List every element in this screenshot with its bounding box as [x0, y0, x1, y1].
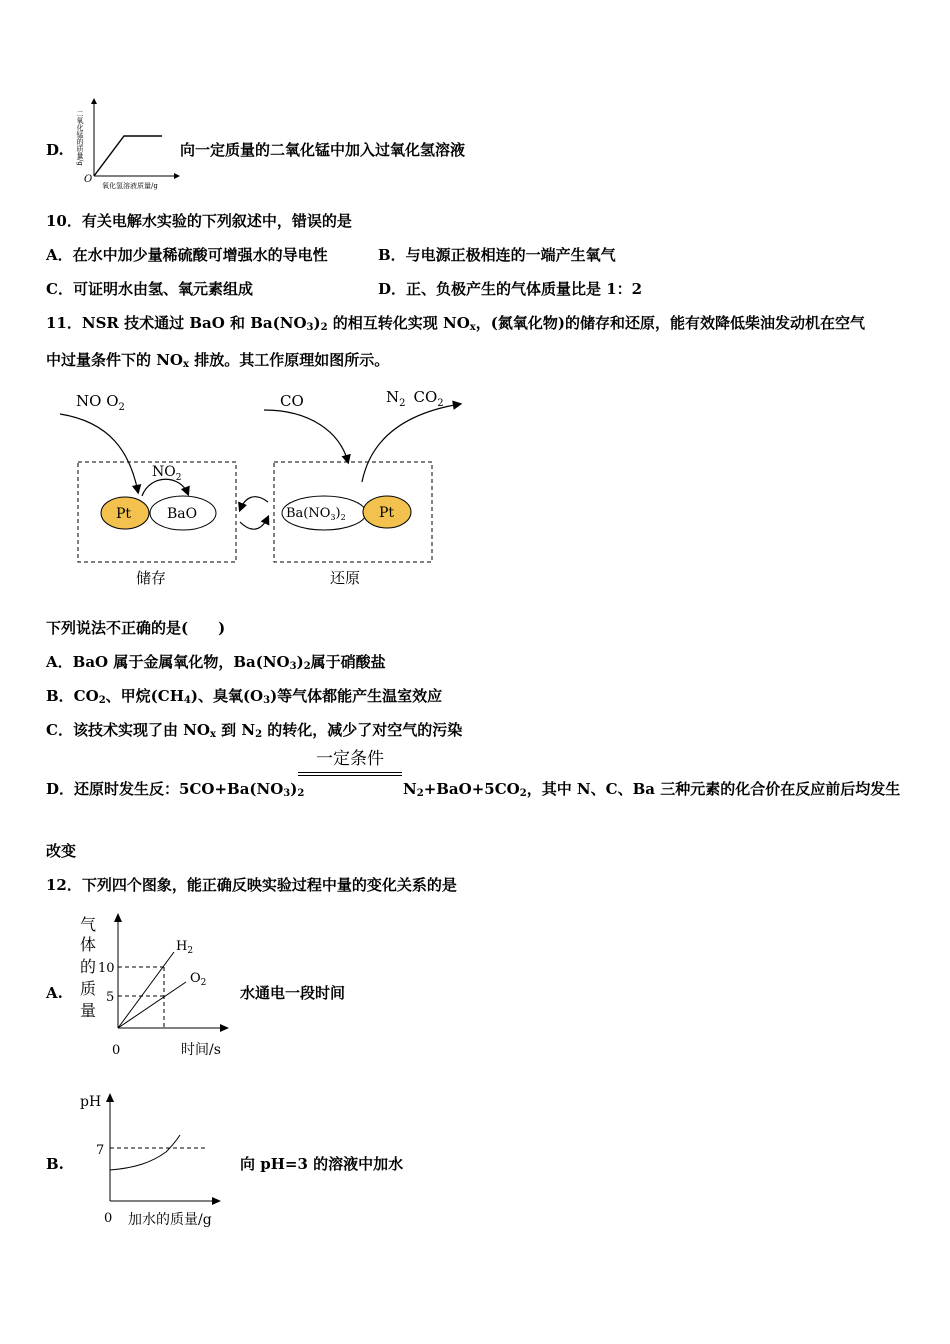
ph-curve: [110, 1135, 180, 1170]
q9-graph-xlabel: 氧化氢溶液质量/g: [102, 182, 158, 190]
ba-nitrate-label: $Ba(NO_3)_2$: [286, 506, 346, 522]
graph-b-tick-7: 7: [96, 1143, 105, 1158]
q11-stem-line1: 11．NSR 技术通过 BaO 和 $Ba(NO_3)_2$ 的相互转化实现 $NO_x$，(氮氧化物)的储存和还原，能有效降低柴油发动机在空气: [46, 314, 865, 333]
graph-b-xlabel: 加水的质量/g: [128, 1212, 212, 1228]
q11-stem-line2: 中过量条件下的 $NO_x$ 排放。其工作原理如图所示。: [46, 351, 390, 370]
q11-option-d-cont: 改变: [46, 842, 77, 860]
q9-option-d-label: D.: [46, 141, 64, 159]
cycle-arrow-top: [240, 497, 268, 510]
svg-text:气: 气: [80, 915, 97, 934]
h2-label: $H_2$: [176, 939, 194, 956]
q12-option-a-text: 水通电一段时间: [240, 984, 346, 1002]
q10-stem: 10．有关电解水实验的下列叙述中，错误的是: [46, 212, 352, 230]
graph-a-tick-10: 10: [98, 961, 115, 976]
bao-label: BaO: [167, 506, 198, 522]
q11-option-b: B．$CO_2$、甲烷$(CH_4)$、臭氧$(O_3)$等气体都能产生温室效应: [46, 687, 443, 706]
q12-option-b-graph: [76, 1086, 236, 1232]
q9-option-d-graph: [72, 96, 182, 192]
q12-stem: 12．下列四个图象，能正确反映实验过程中量的变化关系的是: [46, 876, 457, 894]
q10-option-b: B．与电源正极相连的一端产生氧气: [378, 246, 616, 264]
diagram-output-n2-co2: $N_2$ $CO_2$: [386, 388, 444, 409]
graph-a-origin: 0: [112, 1043, 121, 1058]
store-label: 储存: [136, 569, 167, 587]
graph-a-tick-5: 5: [106, 990, 115, 1005]
q11-option-d-left: D．还原时发生反：$5CO+Ba(NO_3)_2$: [46, 780, 305, 799]
q10-option-a: A．在水中加少量稀硫酸可增强水的导电性: [46, 246, 328, 264]
h2-line: [118, 952, 174, 1028]
q10-option-d: D．正、负极产生的气体质量比是 1：2: [378, 280, 643, 298]
arrow-inputs-to-pt: [60, 414, 138, 492]
diagram-input-no-o2: NO $O_2$: [76, 392, 125, 413]
q11-nsr-diagram: [50, 382, 480, 594]
graph-b-ylabel: pH: [80, 1094, 102, 1110]
q12-option-b-text: 向 pH=3 的溶液中加水: [240, 1155, 404, 1173]
reaction-condition-text: 一定条件: [316, 749, 384, 769]
graph-a-ylabel: [80, 915, 96, 1020]
diagram-no2: $NO_2$: [152, 464, 182, 483]
q11-option-c: C．该技术实现了由 $NO_x$ 到 $N_2$ 的转化，减少了对空气的污染: [46, 721, 463, 740]
q11-ask: 下列说法不正确的是( ): [46, 619, 226, 637]
cycle-arrow-bottom: [240, 517, 268, 529]
q12-option-b-label: B.: [46, 1155, 64, 1173]
graph-b-origin: 0: [104, 1211, 113, 1226]
q11-option-d-right: $N_2+BaO+5CO_2$，其中 N、C、Ba 三种元素的化合价在反应前后均发生: [403, 780, 901, 799]
q9-graph-origin: O: [84, 174, 93, 185]
arrow-co-to-box: [264, 410, 348, 462]
pt-label-left: Pt: [116, 506, 132, 522]
reaction-condition: [298, 749, 402, 776]
q10-option-c: C．可证明水由氢、氧元素组成: [46, 280, 253, 298]
q12-option-a-graph: [74, 910, 236, 1060]
o2-line: [118, 982, 186, 1028]
arrow-box-to-outputs: [362, 404, 460, 482]
svg-text:量: 量: [80, 1001, 97, 1020]
q9-graph-ylabel: 二氧化锰的质量/g: [76, 110, 84, 166]
pt-label-right: Pt: [379, 505, 395, 521]
diagram-input-co: CO: [280, 392, 304, 410]
q12-option-a-label: A.: [46, 984, 63, 1002]
q11-option-a: A．BaO 属于金属氧化物，$Ba(NO_3)_2$属于硝酸盐: [46, 653, 386, 672]
svg-text:体: 体: [80, 935, 97, 954]
graph-a-xlabel: 时间/s: [181, 1042, 221, 1058]
reaction-equals-sign: [298, 772, 402, 776]
svg-text:的: 的: [80, 957, 97, 976]
q9-option-d-text: 向一定质量的二氧化锰中加入过氧化氢溶液: [180, 141, 466, 159]
reduce-label: 还原: [330, 569, 361, 587]
svg-text:质: 质: [80, 979, 97, 998]
o2-label: $O_2$: [190, 971, 207, 988]
